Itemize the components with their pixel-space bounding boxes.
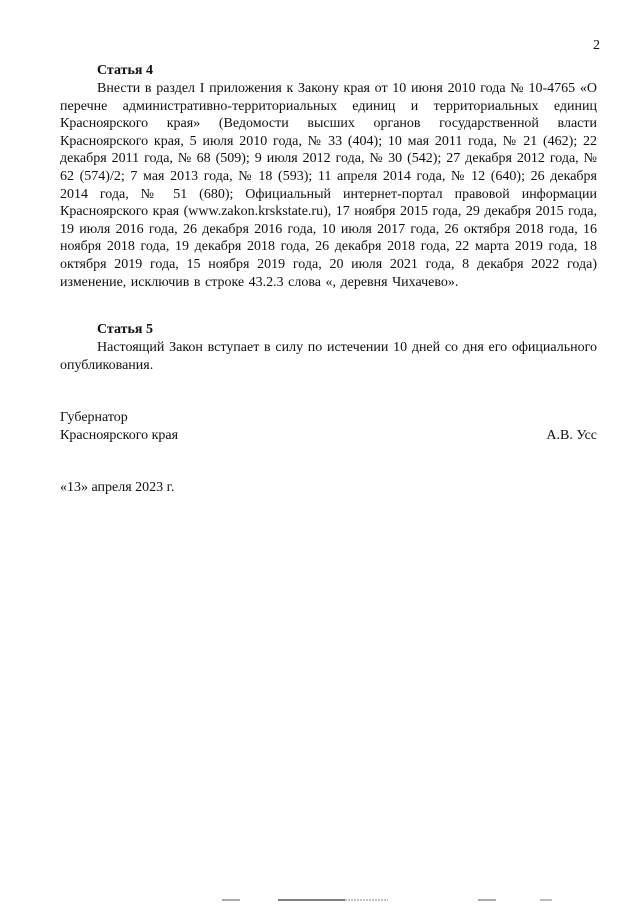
article-5-title: Статья 5 [97, 322, 153, 337]
page-number: 2 [593, 38, 600, 53]
article-4-title: Статья 4 [97, 63, 153, 78]
signatory-position-line2: Красноярского края [60, 428, 179, 443]
signatory-position-line1: Губернатор [60, 410, 128, 425]
article-4 [60, 62, 597, 291]
signature-block [60, 409, 597, 445]
article-5-body: Настоящий Закон вступает в силу по истечении 10 дней со дня его официального опубликования. [60, 340, 597, 373]
article-4-body: Внести в раздел I приложения к Закону края от 10 июня 2010 года № 10-4765 «О перечне административно-территориальных единиц и территориальных единиц Красноярского края» (Ведомости высших органов государственной власти Красноярского края, 5 июля 2010 года, № 33 (404); 10 мая 2011 года, № 21 (462); 22 декабря 2011 года, № 68 (509); 9 июля 2012 года, № 30 (542); 27 декабря 2012 года, № 62 (574)/2; 7 мая 2013 года, № 18 (593); 11 апреля 2014 года, № 12 (640); 26 декабря 2014 года, № 51 (680); Официальный интернет-портал правовой информации Красноярского края (www.zakon.krskstate.ru), 17 ноября 2015 года, 29 декабря 2015 года, 19 июля 2016 года, 26 декабря 2016 года, 10 июля 2017 года, 26 октября 2018 года, 16 ноября 2018 года, 19 декабря 2018 года, 26 декабря 2018 года, 22 марта 2019 года, 18 октября 2019 года, 15 ноября 2019 года, 20 июля 2021 года, 8 декабря 2022 года) изменение, исключив в строке 43.2.3 слова «, деревня Чихачево». [60, 81, 597, 290]
scan-artifact-lines [0, 896, 640, 905]
signing-date: «13» апреля 2023 г. [60, 480, 175, 495]
article-5 [60, 321, 597, 374]
signatory-name: А.В. Усс [546, 428, 597, 443]
